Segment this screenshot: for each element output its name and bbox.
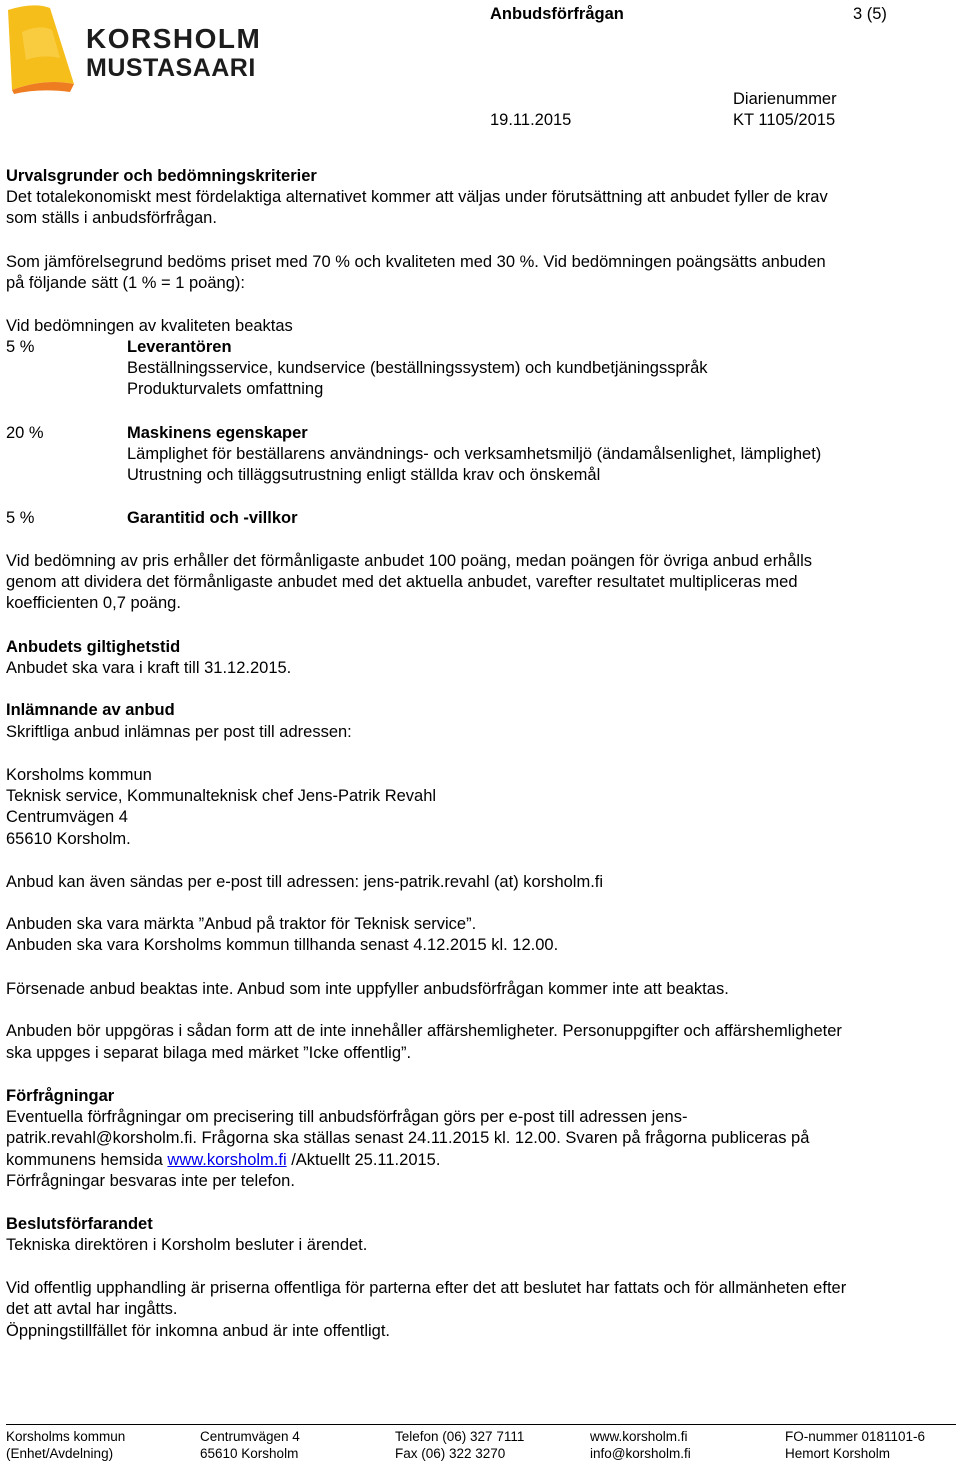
footer-street: Centrumvägen 4 — [200, 1429, 300, 1444]
inquiries-heading: Förfrågningar — [6, 1087, 115, 1105]
address-line: Teknisk service, Kommunalteknisk chef Jens-Patrik Revahl — [6, 787, 437, 805]
footer-email[interactable]: info@korsholm.fi — [590, 1446, 691, 1461]
diarie-label: Diarienummer — [733, 90, 837, 108]
criterion-pct: 5 % — [6, 509, 35, 527]
basis-line-1: Som jämförelsegrund bedöms priset med 70 % och kvaliteten med 30 %. Vid bedömningen poängsätts anbuden — [6, 253, 826, 271]
marking-line-2: Anbuden ska vara Korsholms kommun tillhanda senast 4.12.2015 kl. 12.00. — [6, 936, 559, 954]
logo — [4, 2, 260, 94]
criterion-detail: Utrustning och tilläggsutrustning enligt ställda krav och önskemål — [127, 466, 601, 484]
secrets-line-2: ska uppges i separat bilaga med märket ”Icke offentlig”. — [6, 1044, 412, 1062]
criterion-title: Maskinens egenskaper — [127, 424, 308, 442]
page-number: 3 (5) — [853, 5, 887, 23]
footer-fax: Fax (06) 322 3270 — [395, 1446, 506, 1461]
footer-org: Korsholms kommun — [6, 1429, 126, 1444]
criterion-detail: Lämplighet för beställarens användnings- och verksamhetsmiljö (ändamålsenlighet, lämplighet) — [127, 445, 822, 463]
criterion-detail: Produkturvalets omfattning — [127, 380, 324, 398]
validity-text: Anbudet ska vara i kraft till 31.12.2015. — [6, 659, 292, 677]
public-line-2: det att avtal har ingåtts. — [6, 1300, 178, 1318]
logo-name-line1: KORSHOLM — [86, 23, 262, 54]
criterion-pct: 20 % — [6, 424, 44, 442]
decision-heading: Beslutsförfarandet — [6, 1215, 153, 1233]
price-line-1: Vid bedömning av pris erhåller det förmånligaste anbudet 100 poäng, medan poängen för övriga anbud erhålls — [6, 552, 812, 570]
address-line: 65610 Korsholm. — [6, 830, 131, 848]
inquiries-line-3 — [6, 1150, 440, 1171]
criterion-title: Leverantören — [127, 338, 232, 356]
opening-note: Öppningstillfället för inkomna anbud är inte offentligt. — [6, 1322, 391, 1340]
logo-mark-icon — [4, 2, 78, 94]
marking-line-1: Anbuden ska vara märkta ”Anbud på traktor för Teknisk service”. — [6, 915, 477, 933]
criterion-title: Garantitid och -villkor — [127, 509, 298, 527]
footer-postal: 65610 Korsholm — [200, 1446, 299, 1461]
footer-phone: Telefon (06) 327 7111 — [395, 1429, 525, 1444]
inquiries-line-3-suffix: /Aktuellt 25.11.2015. — [286, 1151, 441, 1169]
footer-website[interactable]: www.korsholm.fi — [590, 1429, 688, 1444]
criteria-line-1: Det totalekonomiskt mest fördelaktiga alternativet kommer att väljas under förutsättning att anbudet fyller de krav — [6, 188, 828, 206]
criteria-heading: Urvalsgrunder och bedömningskriterier — [6, 167, 317, 185]
inquiries-line-4: Förfrågningar besvaras inte per telefon. — [6, 1172, 295, 1190]
criteria-line-2: som ställs i anbudsförfrågan. — [6, 209, 217, 227]
logo-name-line2: MUSTASAARI — [86, 54, 256, 82]
address-line: Centrumvägen 4 — [6, 808, 128, 826]
website-link[interactable]: www.korsholm.fi — [167, 1151, 287, 1169]
criterion-detail: Beställningsservice, kundservice (beställningssystem) och kundbetjäningsspråk — [127, 359, 708, 377]
basis-line-2: på följande sätt (1 % = 1 poäng): — [6, 274, 245, 292]
inquiries-line-3-prefix: kommunens hemsida — [6, 1151, 168, 1169]
price-line-2: genom att dividera det förmånligaste anbudet med det aktuella anbudet, varefter resultatet multipliceras med — [6, 573, 798, 591]
secrets-line-1: Anbuden bör uppgöras i sådan form att de inte innehåller affärshemligheter. Personuppgifter och affärshemligheter — [6, 1022, 842, 1040]
decision-text: Tekniska direktören i Korsholm besluter i ärendet. — [6, 1236, 368, 1254]
late-bids-note: Försenade anbud beaktas inte. Anbud som inte uppfyller anbudsförfrågan kommer inte att beaktas. — [6, 980, 729, 998]
address-line: Korsholms kommun — [6, 766, 152, 784]
criterion-pct: 5 % — [6, 338, 35, 356]
validity-heading: Anbudets giltighetstid — [6, 638, 181, 656]
submission-heading: Inlämnande av anbud — [6, 701, 175, 719]
price-line-3: koefficienten 0,7 poäng. — [6, 594, 181, 612]
footer-domicile: Hemort Korsholm — [785, 1446, 891, 1461]
inquiries-line-2: patrik.revahl@korsholm.fi. Frågorna ska ställas senast 24.11.2015 kl. 12.00. Svaren på frågorna publiceras på — [6, 1129, 810, 1147]
footer-business-id: FO-nummer 0181101-6 — [785, 1429, 926, 1444]
quality-intro: Vid bedömningen av kvaliteten beaktas — [6, 317, 293, 335]
diarie-number: KT 1105/2015 — [733, 111, 836, 129]
inquiries-line-1: Eventuella förfrågningar om precisering till anbudsförfrågan görs per e-post till adressen jens- — [6, 1108, 688, 1126]
submission-intro: Skriftliga anbud inlämnas per post till adressen: — [6, 723, 352, 741]
footer-unit: (Enhet/Avdelning) — [6, 1446, 114, 1461]
footer-divider — [6, 1424, 956, 1425]
email-submission: Anbud kan även sändas per e-post till adressen: jens-patrik.revahl (at) korsholm.fi — [6, 873, 604, 891]
document-type: Anbudsförfrågan — [490, 5, 624, 23]
document-date: 19.11.2015 — [490, 111, 572, 129]
public-line-1: Vid offentlig upphandling är priserna offentliga för parterna efter det att beslutet har fattats och för allmänheten efter — [6, 1279, 847, 1297]
